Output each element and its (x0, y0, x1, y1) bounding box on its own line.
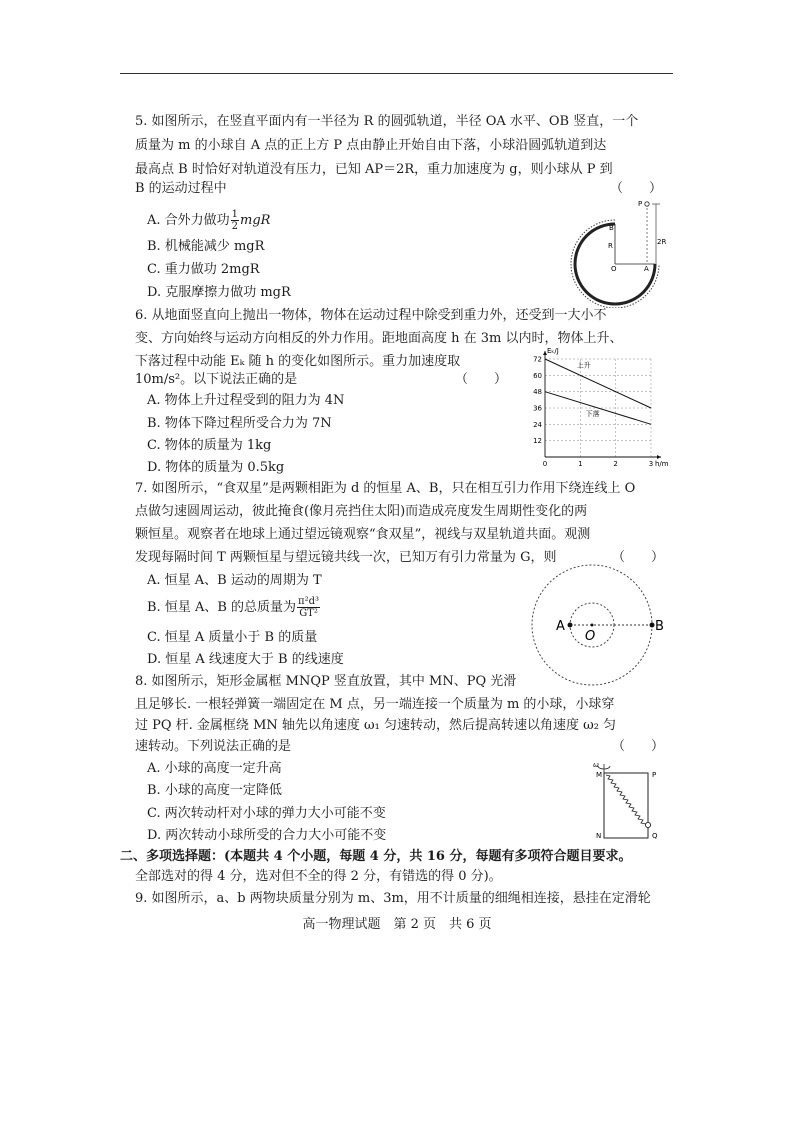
page-footer: 高一物理试题 第 2 页 共 6 页 (302, 917, 492, 932)
header-rule (120, 73, 673, 74)
y-tick-label: 60 (533, 371, 542, 380)
q7-option-b-fraction (297, 596, 320, 619)
ball-p (645, 202, 649, 206)
label-o: O (611, 265, 617, 273)
q6-option-b: B. 物体下降过程所受合力为 7N (147, 416, 332, 431)
x-tick-label: 3 (648, 460, 654, 468)
q5-figure (568, 196, 668, 308)
q7-line-4: 发现每隔时间 T 两颗恒星与望远镜共线一次，已知万有引力常量为 G，则 (135, 550, 557, 565)
q6-line-1: 6. 从地面竖直向上抛出一物体，物体在运动过程中除受到重力外，还受到一大小不 (135, 308, 607, 323)
metal-frame (604, 773, 648, 838)
x-axis-arrow (657, 455, 661, 459)
q8-option-c: C. 两次转动杆对小球的弹力大小可能不变 (147, 806, 386, 821)
label-b: B (655, 619, 664, 634)
q6-option-c: C. 物体的质量为 1kg (147, 438, 272, 453)
q6-option-a: A. 物体上升过程受到的阻力为 4N (147, 393, 345, 408)
label-q: Q (652, 832, 658, 840)
q8-line-1: 8. 如图所示，矩形金属框 MNQP 竖直放置，其中 MN、PQ 光滑 (135, 674, 517, 689)
label-n: N (596, 832, 602, 840)
q5-option-a-tail: mgR (240, 213, 271, 228)
q8-option-b: B. 小球的高度一定降低 (147, 783, 282, 798)
label-a: A (644, 265, 649, 273)
x-tick-label: 0 (542, 460, 548, 468)
q5-option-c: C. 重力做功 2mgR (147, 262, 260, 277)
q5-line-3: 最高点 B 时恰好对轨道没有压力，已知 AP＝2R，重力加速度为 g，则小球从 P 到 (135, 162, 613, 177)
q8-option-d: D. 两次转动小球所受的合力大小可能不变 (147, 828, 387, 843)
series-label: 下落 (585, 410, 600, 419)
fraction-numerator: 1 (231, 209, 239, 220)
label-omega: ω (593, 761, 599, 769)
q6-answer-bracket: （ ） (455, 372, 508, 387)
fraction-denominator: 2 (231, 221, 239, 232)
x-axis-label: h/m (655, 460, 669, 468)
q6-line-2: 变、方向始终与运动方向相反的外力作用。距地面高度 h 在 3m 以内时，物体上升、 (135, 331, 623, 346)
q8-line-2: 且足够长. 一根轻弹簧一端固定在 M 点，另一端连接一个质量为 m 的小球，小球穿 (135, 697, 615, 712)
label-a: A (556, 619, 565, 634)
q7-option-c: C. 恒星 A 质量小于 B 的质量 (147, 630, 318, 645)
q7-answer-bracket: （ ） (612, 550, 665, 565)
y-axis-label: Eₖ/J (547, 347, 559, 355)
q8-line-4: 速转动。下列说法正确的是 (135, 739, 292, 754)
q5-answer-bracket: （ ） (610, 181, 663, 196)
fraction-denominator: GT² (299, 608, 318, 619)
q8-answer-bracket: （ ） (612, 739, 665, 754)
q5-option-a (147, 209, 270, 232)
q6-option-d: D. 物体的质量为 0.5kg (147, 460, 285, 475)
q7-option-b-text: B. 恒星 A、B 的总质量为 (147, 600, 297, 615)
series-label: 上升 (576, 361, 591, 370)
x-tick-label: 1 (578, 460, 583, 468)
center-o (591, 624, 594, 627)
ball (645, 822, 650, 827)
series-line-fall (545, 392, 651, 425)
spring (606, 775, 646, 824)
label-m: M (596, 771, 603, 779)
q5-option-d: D. 克服摩擦力做功 mgR (147, 285, 291, 300)
y-tick-label: 48 (533, 388, 542, 397)
q7-line-2: 点做匀速圆周运动，彼此掩食(像月亮挡住太阳)而造成亮度发生周期性变化的两 (135, 504, 588, 519)
x-tick-label: 2 (613, 460, 618, 468)
section-2-scoring: 全部选对的得 4 分，选对但不全的得 2 分，有错选的得 0 分)。 (135, 869, 502, 884)
series-line-rise (545, 359, 651, 408)
q7-figure (530, 560, 670, 690)
label-o: O (585, 629, 596, 644)
q5-line-1: 5. 如图所示，在竖直平面内有一半径为 R 的圆弧轨道，半径 OA 水平、OB 竖直，一个 (135, 114, 639, 129)
q7-line-1: 7. 如图所示，“食双星”是两颗相距为 d 的恒星 A、B，只在相互引力作用下绕连线上 O (135, 481, 636, 496)
y-tick-label: 36 (533, 404, 542, 413)
label-2r: 2R (657, 238, 667, 246)
q5-line-4: B 的运动过程中 (135, 181, 227, 196)
q6-line-4: 10m/s²。以下说法正确的是 (135, 372, 298, 387)
q7-option-b (147, 596, 321, 619)
star-b (650, 623, 655, 628)
label-r: R (608, 242, 613, 250)
q7-line-3: 颗恒星。观察者在地球上通过望远镜观察“食双星”，视线与双星轨道共面。观测 (135, 527, 591, 542)
star-a (568, 623, 573, 628)
ek-chart (528, 347, 670, 469)
q7-option-d: D. 恒星 A 线速度大于 B 的线速度 (147, 652, 344, 667)
label-b: B (609, 224, 614, 232)
q8-line-3: 过 PQ 杆. 金属框绕 MN 轴先以角速度 ω₁ 匀速转动，然后提高转速以角速度 ω₂ 匀 (135, 718, 617, 733)
y-tick-label: 72 (533, 355, 542, 364)
section-2-heading: 二、多项选择题：(本题共 4 个小题，每题 4 分，共 16 分，每题有多项符合题目要求。 (120, 849, 632, 864)
fraction-numerator: π²d³ (298, 596, 320, 607)
y-tick-label: 24 (533, 420, 542, 429)
label-p: P (652, 771, 657, 779)
q5-line-2: 质量为 m 的小球自 A 点的正上方 P 点由静止开始自由下落，小球沿圆弧轨道到达 (135, 138, 607, 153)
y-tick-label: 12 (533, 437, 542, 446)
q8-option-a: A. 小球的高度一定升高 (147, 761, 282, 776)
q5-option-b: B. 机械能减少 mgR (147, 239, 265, 254)
label-p: P (638, 200, 643, 208)
q9-line-1: 9. 如图所示，a、b 两物块质量分别为 m、3m，用不计质量的细绳相连接，悬挂在定滑轮 (135, 891, 651, 906)
q5-option-a-fraction (231, 209, 239, 232)
q5-option-a-text: A. 合外力做功 (147, 213, 230, 228)
q8-figure (590, 756, 670, 846)
q6-line-3: 下落过程中动能 Eₖ 随 h 的变化如图所示。重力加速度取 (135, 354, 461, 369)
q7-option-a: A. 恒星 A、B 运动的周期为 T (147, 573, 322, 588)
